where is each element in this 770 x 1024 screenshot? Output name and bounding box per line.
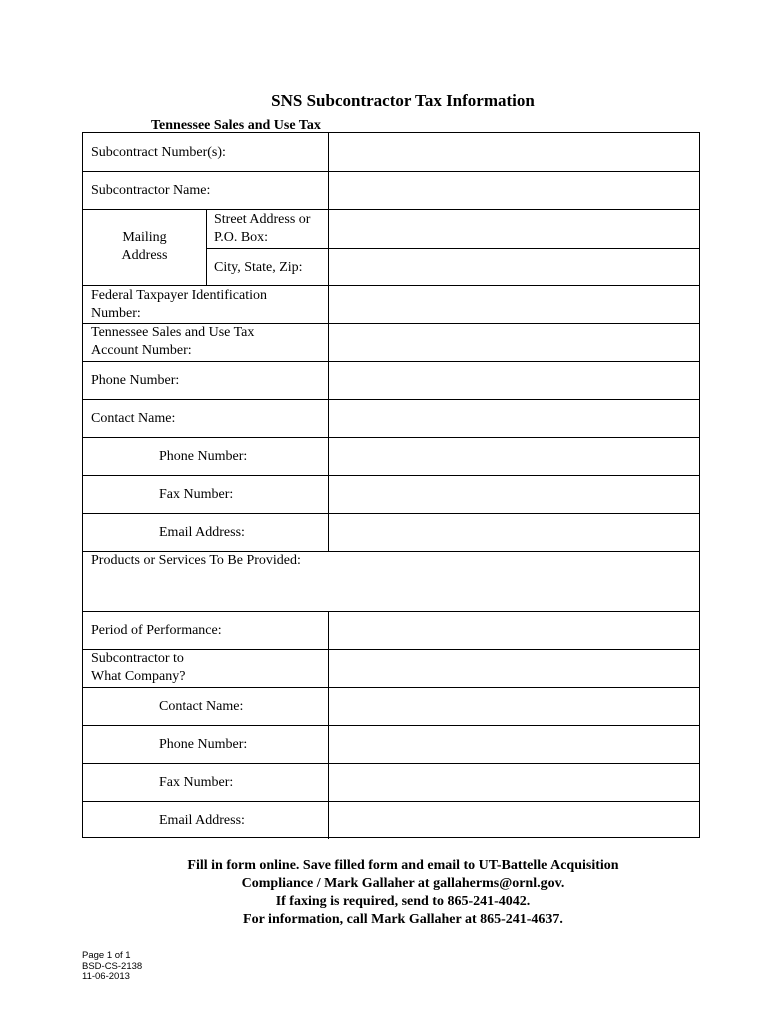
page-info [82,951,142,983]
company-contact-name-label: Contact Name: [159,699,244,714]
subcontractor-to-company-row [83,649,699,688]
subcontract-numbers-label: Subcontract Number(s): [91,145,226,160]
contact-email-row [83,513,699,552]
tn-tax-account-field[interactable] [329,324,699,362]
instructions-line-3: If faxing is required, send to 865-241-4042. [275,894,531,909]
products-services-row [83,551,699,612]
company-phone-field[interactable] [329,726,699,764]
federal-tin-row [83,285,699,324]
contact-phone-field[interactable] [329,438,699,476]
company-contact-name-row [83,687,699,726]
contact-email-label: Email Address: [159,525,245,540]
contact-phone-row [83,437,699,476]
document-title: SNS Subcontractor Tax Information [271,91,535,110]
document-subtitle: Tennessee Sales and Use Tax [151,118,321,133]
contact-name-label: Contact Name: [91,411,176,426]
submission-instructions [0,857,770,929]
company-phone-row [83,725,699,764]
company-contact-name-field[interactable] [329,688,699,726]
company-fax-label: Fax Number: [159,775,234,790]
tax-information-form [82,132,700,838]
tn-tax-account-label: Tennessee Sales and Use Tax Account Number: [91,325,255,358]
period-of-performance-row [83,611,699,650]
street-address-label: Street Address or P.O. Box: [214,212,311,245]
contact-fax-field[interactable] [329,476,699,514]
page-number: Page 1 of 1 [82,950,131,961]
tn-tax-account-row [83,323,699,362]
subcontractor-to-company-field[interactable] [329,650,699,688]
instructions-line-4: For information, call Mark Gallaher at 865-241-4637. [243,912,563,927]
contact-fax-label: Fax Number: [159,487,234,502]
company-email-label: Email Address: [159,813,245,828]
city-state-zip-field[interactable] [329,249,699,286]
subcontractor-name-field[interactable] [329,172,699,210]
period-of-performance-field[interactable] [329,612,699,650]
form-date: 11-06-2013 [82,971,130,982]
subcontractor-name-row [83,171,699,210]
phone-number-row [83,361,699,400]
company-email-field[interactable] [329,802,699,839]
subcontractor-to-company-label: Subcontractor to What Company? [91,651,186,684]
company-fax-field[interactable] [329,764,699,802]
products-services-field[interactable] [83,572,699,612]
phone-number-label: Phone Number: [91,373,180,388]
federal-tin-label: Federal Taxpayer Identification Number: [91,288,268,321]
period-of-performance-label: Period of Performance: [91,623,222,638]
subcontract-numbers-field[interactable] [329,133,699,171]
subcontractor-name-label: Subcontractor Name: [91,183,211,198]
company-fax-row [83,763,699,802]
phone-number-field[interactable] [329,362,699,400]
mailing-address-block [83,209,699,286]
instructions-line-2: Compliance / Mark Gallaher at gallaherms@ornl.gov. [241,876,565,891]
instructions-line-1: Fill in form online. Save filled form and email to UT-Battelle Acquisition [187,858,619,873]
contact-email-field[interactable] [329,514,699,552]
contact-phone-label: Phone Number: [159,449,248,464]
federal-tin-field[interactable] [329,286,699,324]
form-id: BSD-CS-2138 [82,960,143,972]
company-phone-label: Phone Number: [159,737,248,752]
city-state-zip-label: City, State, Zip: [214,260,303,275]
contact-fax-row [83,475,699,514]
mailing-address-label: Mailing Address [121,230,168,263]
products-services-label: Products or Services To Be Provided: [91,553,301,568]
contact-name-field[interactable] [329,400,699,438]
contact-name-row [83,399,699,438]
company-email-row [83,801,699,839]
street-address-field[interactable] [329,210,699,248]
subcontract-numbers-row [83,133,699,171]
